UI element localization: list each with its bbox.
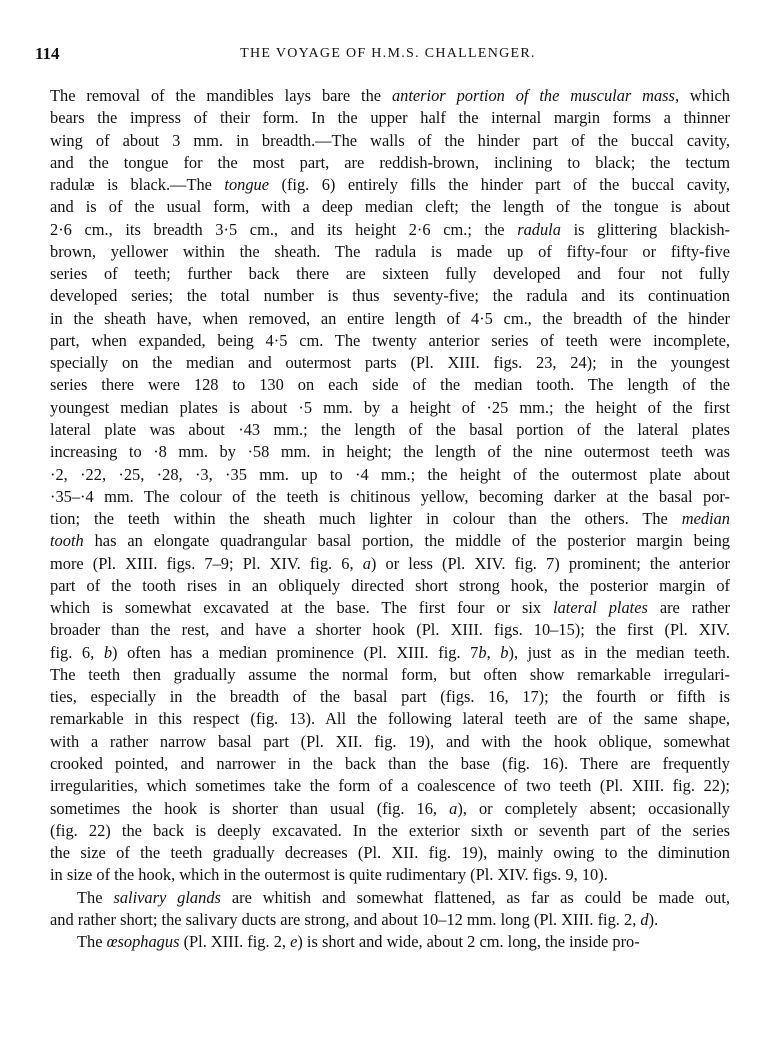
text-segment: fig. 6, (50, 642, 104, 662)
text-line (50, 575, 730, 597)
text-segment: specially on the median and outermost parts (Pl. XIII. figs. 23, 24); in the youngest (50, 353, 730, 373)
text-segment: ·2, ·22, ·25, ·28, ·3, ·35 mm. up to ·4 mm.; the height of the outermost plate about (50, 464, 730, 484)
text-segment: more (Pl. XIII. figs. 7–9; Pl. XIV. fig. 6, (50, 553, 363, 573)
text-line (50, 530, 730, 552)
page-header (35, 44, 741, 68)
text-segment: in size of the hook, which in the outermost is quite rudimentary (Pl. XIV. figs. 9, 10). (50, 865, 608, 885)
text-segment: and rather short; the salivary ducts are strong, and about 10–12 mm. long (Pl. XIII. fig. 2, (50, 909, 641, 929)
text-line (50, 486, 730, 508)
text-line (50, 553, 730, 575)
text-segment: wing of about 3 mm. in breadth.—The walls of the hinder part of the buccal cavity, (50, 130, 730, 150)
text-segment: part, when expanded, being 4·5 cm. The twenty anterior series of teeth were incomplete, (50, 330, 730, 350)
text-line (50, 642, 730, 664)
text-line (50, 775, 730, 797)
italic-term: radula (517, 219, 561, 239)
text-line (50, 909, 730, 931)
text-segment: ) is short and wide, about 2 cm. long, the inside pro- (297, 932, 640, 952)
text-segment: remarkable in this respect (fig. 13). All the following lateral teeth are of the same shape, (50, 709, 730, 729)
text-segment: (fig. 6) entirely fills the hinder part of the buccal cavity, (269, 175, 730, 195)
text-line (50, 864, 730, 886)
text-segment: lateral plate was about ·43 mm.; the length of the basal portion of the lateral plates (50, 419, 730, 439)
text-segment: are rather (647, 598, 730, 618)
text-line (50, 308, 730, 330)
text-line (50, 219, 730, 241)
text-line (50, 85, 730, 107)
text-segment: The (77, 887, 114, 907)
italic-term: salivary glands (113, 887, 221, 907)
text-segment: ). (648, 909, 659, 929)
italic-term: d (640, 909, 649, 929)
text-line (50, 285, 730, 307)
text-line (50, 174, 730, 196)
text-segment: , (486, 642, 501, 662)
text-segment: crooked pointed, and narrower in the back than the base (fig. 16). There are frequently (50, 753, 730, 773)
text-line (50, 842, 730, 864)
text-segment: series of teeth; further back there are sixteen fully developed and four not fully (50, 264, 730, 284)
text-line (50, 798, 730, 820)
italic-term: b (103, 642, 113, 662)
text-line (50, 686, 730, 708)
text-line (50, 664, 730, 686)
text-segment: radulæ is black.—The (50, 175, 225, 195)
text-segment: are whitish and somewhat flattened, as far as could be made out, (220, 887, 730, 907)
text-segment: ), just as in the median teeth. (508, 642, 730, 662)
text-segment: which is somewhat excavated at the base. The first four or six (50, 598, 554, 618)
page-number: 114 (35, 44, 60, 63)
text-line (50, 820, 730, 842)
text-segment: with a rather narrow basal part (Pl. XII. fig. 19), and with the hook oblique, somewhat (50, 731, 730, 751)
text-line (50, 397, 730, 419)
text-line (50, 330, 730, 352)
text-line (50, 196, 730, 218)
text-segment: developed series; the total number is thus seventy-five; the radula and its continuation (50, 286, 730, 306)
text-line (50, 464, 730, 486)
italic-term: tooth (50, 531, 84, 551)
text-line (50, 708, 730, 730)
text-segment: increasing to ·8 mm. by ·58 mm. in height; the length of the nine outermost teeth was (50, 442, 730, 462)
text-segment: ties, especially in the breadth of the basal part (figs. 16, 17); the fourth or fifth is (50, 687, 730, 707)
text-line (50, 731, 730, 753)
text-line (50, 887, 730, 909)
text-line (50, 619, 730, 641)
text-segment: youngest median plates is about ·5 mm. by a height of ·25 mm.; the height of the first (50, 397, 730, 417)
text-segment: tion; the teeth within the sheath much lighter in colour than the others. The (50, 509, 682, 529)
text-segment: part of the tooth rises in an obliquely directed short strong hook, the posterior margin of (50, 575, 730, 595)
text-segment: and the tongue for the most part, are reddish-brown, inclining to black; the tectum (50, 152, 730, 172)
italic-term: e (290, 932, 298, 952)
text-segment: ·35–·4 mm. The colour of the teeth is chitinous yellow, becoming darker at the basal por- (50, 486, 730, 506)
text-segment: broader than the rest, and have a shorter hook (Pl. XIII. figs. 10–15); the first (Pl. XIV. (50, 620, 730, 640)
text-segment: ), or completely absent; occasionally (457, 798, 730, 818)
text-line (50, 130, 730, 152)
text-segment: ) or less (Pl. XIV. fig. 7) prominent; the anterior (370, 553, 730, 573)
text-line (50, 241, 730, 263)
text-line (50, 152, 730, 174)
text-segment: The (77, 932, 107, 952)
text-segment: bears the impress of their form. In the upper half the internal margin forms a thinner (50, 108, 730, 128)
italic-term: a (449, 798, 458, 818)
italic-term: tongue (224, 175, 270, 195)
text-segment: brown, yellower within the sheath. The radula is made up of fifty-four or fifty-five (50, 241, 730, 261)
text-line (50, 419, 730, 441)
text-segment: The removal of the mandibles lays bare the (50, 86, 392, 105)
text-line (50, 374, 730, 396)
italic-term: lateral plates (553, 598, 648, 618)
text-line (50, 263, 730, 285)
text-segment: has an elongate quadrangular basal portion, the middle of the posterior margin being (83, 531, 730, 551)
text-segment: series there were 128 to 130 on each side of the median tooth. The length of the (50, 375, 730, 395)
text-line (50, 508, 730, 530)
text-line (50, 597, 730, 619)
text-segment: sometimes the hook is shorter than usual (fig. 16, (50, 798, 450, 818)
italic-term: a (362, 553, 371, 573)
text-segment: in the sheath have, when removed, an entire length of 4·5 cm., the breadth of the hinder (50, 308, 730, 328)
italic-term: anterior portion of the muscular mass (391, 86, 675, 105)
text-line (50, 753, 730, 775)
text-segment: and is of the usual form, with a deep median cleft; the length of the tongue is about (50, 197, 730, 217)
text-segment: irregularities, which sometimes take the form of a coalescence of two teeth (Pl. XIII. fig. 22); (50, 776, 730, 796)
text-segment: The teeth then gradually assume the normal form, but often show remarkable irregulari- (50, 664, 730, 684)
italic-term: b (500, 642, 509, 662)
text-segment: ) often has a median prominence (Pl. XIII. fig. 7 (112, 642, 479, 662)
text-line (50, 107, 730, 129)
running-title: THE VOYAGE OF H.M.S. CHALLENGER. (240, 46, 536, 61)
text-line (50, 931, 730, 953)
text-line (50, 352, 730, 374)
italic-term: median (681, 509, 730, 529)
text-line (50, 441, 730, 463)
text-segment: , which (674, 86, 730, 105)
italic-term: œsophagus (106, 932, 180, 952)
body-text (50, 85, 730, 953)
text-segment: 2·6 cm., its breadth 3·5 cm., and its height 2·6 cm.; the (50, 219, 518, 239)
text-segment: the size of the teeth gradually decreases (Pl. XII. fig. 19), mainly owing to the diminution (50, 843, 730, 863)
italic-term: b (478, 642, 487, 662)
text-segment: (fig. 22) the back is deeply excavated. In the exterior sixth or seventh part of the series (50, 820, 730, 840)
text-segment: is glittering blackish- (560, 219, 730, 239)
text-segment: (Pl. XIII. fig. 2, (179, 932, 291, 952)
